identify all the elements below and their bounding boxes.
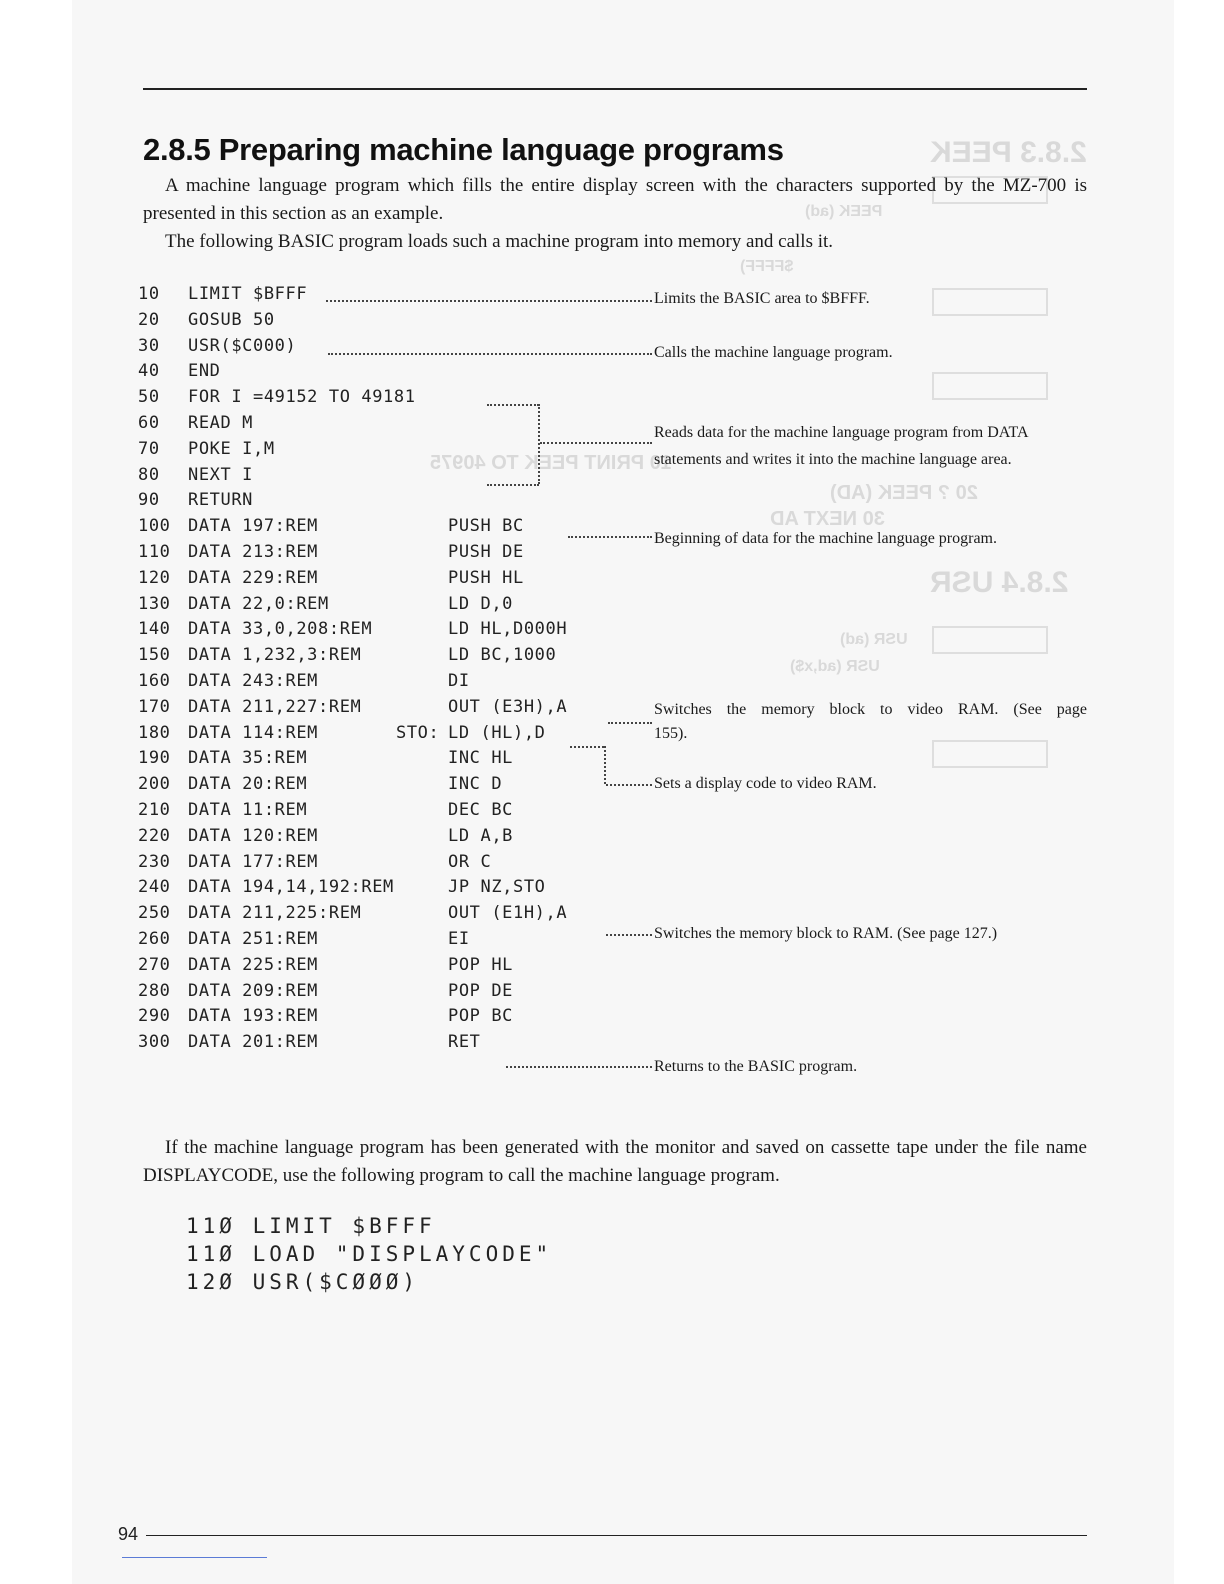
statement: DATA 193:REM [188, 1006, 319, 1026]
statement: DATA 213:REM [188, 542, 319, 562]
statement: FOR I =49152 TO 49181 [188, 387, 416, 407]
line-number: 60 [138, 413, 160, 433]
leader-dots [606, 934, 652, 936]
statement: READ M [188, 413, 254, 433]
statement: DATA 120:REM [188, 826, 319, 846]
statement: DATA 229:REM [188, 568, 319, 588]
header-rule [143, 88, 1087, 90]
asm-instruction: LD BC,1000 [448, 645, 557, 665]
statement: DATA 211,227:REM [188, 697, 362, 717]
statement: GOSUB 50 [188, 310, 275, 330]
leader-dots [540, 442, 652, 444]
asm-instruction: PUSH DE [448, 542, 524, 562]
intro-text [143, 172, 1087, 256]
load-listing [186, 1214, 552, 1298]
asm-instruction: LD A,B [448, 826, 514, 846]
statement: DATA 20:REM [188, 774, 308, 794]
ghost-box [932, 288, 1048, 316]
asm-instruction: OUT (E3H),A [448, 697, 568, 717]
ghost-box [932, 626, 1048, 654]
ghost-line: 30 NEXT AD [770, 508, 885, 530]
asm-instruction: POP HL [448, 955, 514, 975]
asm-instruction: POP DE [448, 981, 514, 1001]
note-switch-ram: Switches the memory block to RAM. (See page 127.) [654, 925, 998, 942]
paragraph-text: If the machine language program has been generated with the monitor and saved on cassette tape under the file name DISPLAYCODE, use the following program to call the machine language program. [143, 1137, 1087, 1186]
note-reads: statements and writes it into the machine language area. [654, 451, 1012, 468]
asm-instruction: OUT (E1H),A [448, 903, 568, 923]
line-number: 80 [138, 465, 160, 485]
line-number: 270 [138, 955, 171, 975]
note-sets: Sets a display code to video RAM. [654, 775, 877, 792]
line-number: 70 [138, 439, 160, 459]
line-number: 140 [138, 619, 171, 639]
asm-instruction: EI [448, 929, 470, 949]
ghost-title: 2.8.3 PEEK [930, 136, 1087, 169]
ghost-line: $FFFF) [740, 258, 794, 275]
asm-instruction: LD HL,D000H [448, 619, 568, 639]
statement: RETURN [188, 490, 254, 510]
paragraph-2 [143, 1134, 1087, 1190]
note-calls: Calls the machine language program. [654, 344, 893, 361]
asm-instruction: LD (HL),D [448, 723, 546, 743]
statement: LIMIT $BFFF [188, 284, 308, 304]
line-number: 120 [138, 568, 171, 588]
asm-instruction: PUSH HL [448, 568, 524, 588]
statement: DATA 194,14,192:REM [188, 877, 394, 897]
line-number: 200 [138, 774, 171, 794]
line-number: 210 [138, 800, 171, 820]
leader-dots [538, 404, 540, 484]
line-number: 10 [138, 284, 160, 304]
load-line: 11Ø LOAD "DISPLAYCODE" [186, 1242, 553, 1266]
intro-paragraph: A machine language program which fills the entire display screen with the characters supported by the MZ-700 is presented in this section as an example. [143, 175, 1087, 224]
ghost-box [932, 740, 1048, 768]
footer-rule [146, 1535, 1087, 1536]
line-number: 90 [138, 490, 160, 510]
leader-dots [604, 746, 606, 784]
asm-instruction: INC HL [448, 748, 514, 768]
asm-instruction: POP BC [448, 1006, 514, 1026]
note-switch-video: Switches the memory block to video RAM. (See page [654, 701, 1087, 718]
line-number: 290 [138, 1006, 171, 1026]
section-title: 2.8.5 Preparing machine language programs [143, 132, 784, 167]
line-number: 50 [138, 387, 160, 407]
statement: DATA 211,225:REM [188, 903, 362, 923]
line-number: 100 [138, 516, 171, 536]
ghost-line: 20 ? PEEK (AD) [830, 482, 978, 504]
asm-instruction: PUSH BC [448, 516, 524, 536]
asm-instruction: LD D,0 [448, 594, 514, 614]
statement: DATA 225:REM [188, 955, 319, 975]
line-number: 260 [138, 929, 171, 949]
note-beginning: Beginning of data for the machine language program. [654, 530, 997, 547]
statement: DATA 114:REM [188, 723, 319, 743]
asm-instruction: DEC BC [448, 800, 514, 820]
statement: POKE I,M [188, 439, 275, 459]
intro-paragraph: The following BASIC program loads such a machine program into memory and calls it. [165, 231, 834, 252]
line-number: 130 [138, 594, 171, 614]
leader-dots [506, 1066, 652, 1068]
ghost-line: PEEK (ad) [805, 203, 883, 220]
leader-dots [328, 353, 652, 355]
blue-underline [122, 1557, 267, 1558]
statement: END [188, 361, 221, 381]
leader-dots [487, 484, 539, 486]
asm-instruction: INC D [448, 774, 503, 794]
line-number: 180 [138, 723, 171, 743]
line-number: 230 [138, 852, 171, 872]
line-number: 150 [138, 645, 171, 665]
statement: DATA 243:REM [188, 671, 319, 691]
line-number: 20 [138, 310, 160, 330]
ghost-line: USR (ad) [840, 631, 908, 648]
leader-dots [326, 300, 652, 302]
ghost-title: 2.8.4 USR [930, 566, 1069, 599]
load-line: 12Ø USR($CØØØ) [186, 1270, 420, 1294]
statement: DATA 33,0,208:REM [188, 619, 373, 639]
line-number: 300 [138, 1032, 171, 1052]
line-number: 170 [138, 697, 171, 717]
ghost-line: 10 PRINT PEEK TO 40975 [430, 452, 672, 474]
statement: DATA 11:REM [188, 800, 308, 820]
note-reads: Reads data for the machine language program from DATA [654, 424, 1029, 441]
statement: DATA 22,0:REM [188, 594, 329, 614]
statement: DATA 251:REM [188, 929, 319, 949]
asm-instruction: DI [448, 671, 470, 691]
statement: DATA 35:REM [188, 748, 308, 768]
line-number: 190 [138, 748, 171, 768]
note-returns: Returns to the BASIC program. [654, 1058, 858, 1075]
statement: NEXT I [188, 465, 254, 485]
line-number: 280 [138, 981, 171, 1001]
statement: USR($C000) [188, 336, 297, 356]
statement: DATA 177:REM [188, 852, 319, 872]
line-number: 240 [138, 877, 171, 897]
line-number: 160 [138, 671, 171, 691]
note-switch-video: 155). [654, 725, 688, 742]
note-limits: Limits the BASIC area to $BFFF. [654, 290, 870, 307]
leader-dots [570, 746, 604, 748]
asm-instruction: RET [448, 1032, 481, 1052]
line-number: 30 [138, 336, 160, 356]
statement: DATA 209:REM [188, 981, 319, 1001]
line-number: 110 [138, 542, 171, 562]
line-number: 40 [138, 361, 160, 381]
load-line: 11Ø LIMIT $BFFF [186, 1214, 436, 1238]
leader-dots [608, 722, 652, 724]
leader-dots [568, 536, 652, 538]
line-number: 250 [138, 903, 171, 923]
statement: DATA 197:REM [188, 516, 319, 536]
asm-instruction: JP NZ,STO [448, 877, 546, 897]
asm-label: STO: [396, 723, 440, 743]
leader-dots [606, 784, 652, 786]
line-number: 220 [138, 826, 171, 846]
leader-dots [487, 404, 539, 406]
asm-instruction: OR C [448, 852, 492, 872]
ghost-box [932, 372, 1048, 400]
statement: DATA 1,232,3:REM [188, 645, 362, 665]
page-number: 94 [118, 1524, 139, 1544]
ghost-line: USR (ad,x$) [790, 658, 880, 675]
statement: DATA 201:REM [188, 1032, 319, 1052]
